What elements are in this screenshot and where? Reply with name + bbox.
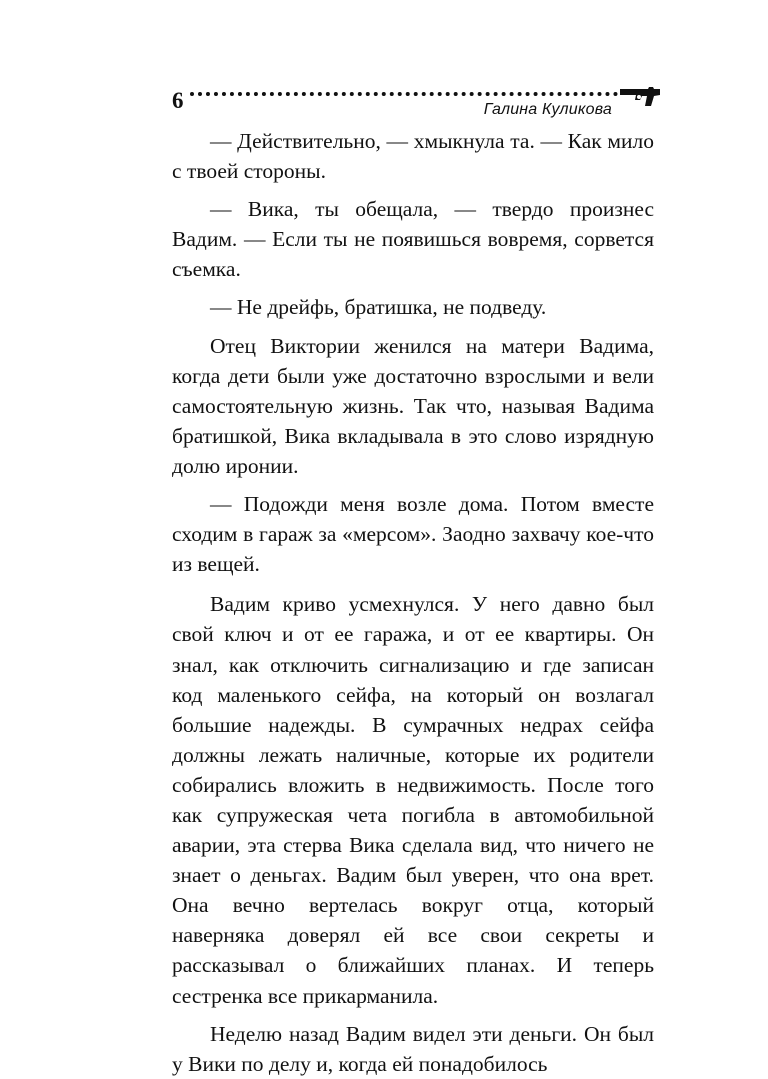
- running-header: [172, 84, 662, 120]
- paragraph: — Вика, ты обещала, — твердо произнес Вадим. — Если ты не появишься вовремя, сорвется съемка.: [172, 197, 654, 282]
- page-number: 6: [172, 88, 184, 113]
- dotted-rule: [190, 92, 618, 96]
- running-head-author: Галина Куликова: [478, 101, 612, 119]
- paragraph: Неделю назад Вадим видел эти деньги. Он был у Вики по делу и, когда ей понадобилось: [172, 1021, 654, 1076]
- paragraph: Вадим криво усмехнулся. У него давно был свой ключ и от ее гаража, и от ее квартиры. Он знал, как отключить сигнализацию и где записан код маленького сейфа, на который он возлагал большие надежды. В сумрачных недрах сейфа должны лежать наличные, которые их родители собирались вложить в недвижимость. После того как супружеская чета погибла в автомобильной аварии, эта стерва Вика сделала вид, что ничего не знает о деньгах. Вадим был уверен, что она врет. Она вечно вертелась вокруг отца, который наверняка доверял ей все свои секреты и рассказывал о ближайших планах. И теперь сестренка все прикарманила.: [172, 592, 654, 1008]
- revolver-icon: [618, 84, 662, 110]
- paragraph: — Подожди меня возле дома. Потом вместе сходим в гараж за «мерсом». Заодно захвачу кое-что из вещей.: [172, 492, 654, 577]
- paragraph: — Действительно, — хмыкнула та. — Как мило с твоей стороны.: [172, 129, 654, 184]
- paragraph: — Не дрейфь, братишка, не подведу.: [210, 295, 547, 320]
- paragraph: Отец Виктории женился на матери Вадима, когда дети были уже достаточно взрослыми и вели самостоятельную жизнь. Так что, называя Вадима братишкой, Вика вкладывала в это слово изрядную долю иронии.: [172, 333, 654, 478]
- body-text: [172, 126, 654, 1079]
